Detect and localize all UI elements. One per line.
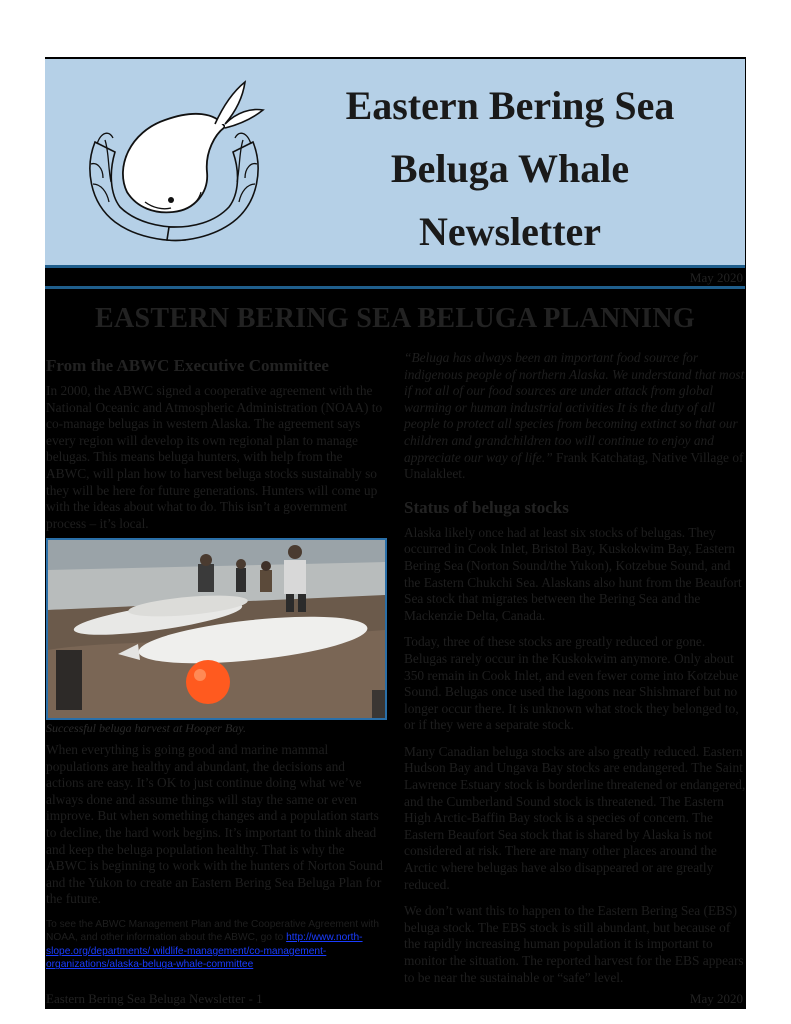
pull-quote [404,350,746,483]
title-line-1: Eastern Bering Sea [345,83,675,128]
footer-date: May 2020 [689,991,743,1006]
status-paragraph-1: Alaska likely once had at least six stocks of belugas. They occurred in Cook Inlet, Bristol Bay, Kuskokwim Bay, Eastern Bering Sea (Norton Sound/the Yukon), Kotzebue Sound, and the Eastern Chukchi Sea. Alaskans also hunt from the Beaufort Sea stock that migrates between the Bering Sea and the Mackenzie Delta, Canada. [404,524,742,623]
status-paragraph-4: We don’t want this to happen to the Eastern Bering Sea (EBS) beluga stock. The EBS stock is still abundant, but because of the rapidly increasing human population it is important to monitor the situation. The reported harvest for the EBS appears to be near the sustainable or “safe” level. [404,903,744,985]
left-heading: From the ABWC Executive Committee [46,356,329,375]
abwc-website-link[interactable]: http://www.north-slope.org/departments/ wildlife-management/co-management-organizations/alaska-beluga-whale-committee [46,932,363,971]
link-intro [46,918,386,972]
left-column [46,355,386,542]
intro-paragraph: In 2000, the ABWC signed a cooperative agreement with the National Oceanic and Atmospheric Administration (NOAA) to co-manage belugas in western Alaska. The agreement says every region will develop its own regional plan to manage belugas. This means beluga hunters, with help from the ABWC, will plan how to harvest beluga stocks sustainably so they will be here for future generations. Hunters will come up with the ideas about what to do. This isn’t a government process – it’s local. [46,383,383,531]
quote-text: “Beluga has always been an important food source for indigenous people of northern Alaska. We understand that most if not all of our food sources are under attack from global warming or human industrial activities It is the duty of all people to protect all species from becoming extinct so that our children and grandchildren too will continue to enjoy and appreciate our way of life.” [404,350,745,465]
body-paragraph: When everything is going good and marine mammal populations are healthy and abundant, the decisions and actions are easy. It’s OK to just continue doing what we’ve always done and assume things will stay the same or even improve. But when something changes and a population starts to decline, the hard work begins. It’s important to think ahead and keep the beluga population healthy. That is why the ABWC is beginning to work with the hunters of Norton Sound and the Yukon to create an Eastern Bering Sea Beluga Plan for the future. [46,742,383,907]
newsletter-title [300,74,720,263]
beluga-in-hands-logo-icon [75,72,275,252]
title-line-2: Beluga Whale [390,146,630,191]
issue-date: May 2020 [689,270,743,285]
beluga-harvest-photo [46,538,387,720]
harvest-scene-image [48,540,385,718]
quote-attribution: Frank Katchatag, Native Village of Unalakleet. [404,449,744,482]
main-heading: EASTERN BERING SEA BELUGA PLANNING [95,303,695,334]
photo-caption: Successful beluga harvest at Hooper Bay. [46,721,246,735]
status-heading: Status of beluga stocks [404,497,569,517]
title-line-3: Newsletter [418,209,602,254]
status-paragraph-3: Many Canadian beluga stocks are also greatly reduced. Eastern Hudson Bay and Ungava Bay stocks are endangered. The Saint Lawrence Estuary stock is borderline threatened or endangered, and the Cumberland Sound stock is threatened. The Eastern High Arctic-Baffin Bay stock is a species of concern. The Eastern Beaufort Sea stock that is shared by Alaska is not considered at risk. There are many other places around the Arctic where belugas have also disappeared or are greatly reduced. [404,743,746,892]
right-column [404,350,746,996]
left-column-lower [46,742,386,972]
header-rule [45,265,745,268]
footer-title: Eastern Bering Sea Beluga Newsletter - 1 [46,991,263,1006]
link-intro-text: To see the ABWC Management Plan and the Cooperative Agreement with NOAA, and other information about the ABWC, go to [46,918,379,944]
status-paragraph-2: Today, three of these stocks are greatly reduced or gone. Belugas rarely occur in the Kuskokwim anymore. Only about 350 remain in Cook Inlet, and even fewer come into Kotzebue Sound. Belugas once used the lagoons near Shishmaref but no longer occur there. It is unknown what stock they belonged to, or if they were a separate stock. [404,634,739,733]
section-rule [45,286,745,289]
